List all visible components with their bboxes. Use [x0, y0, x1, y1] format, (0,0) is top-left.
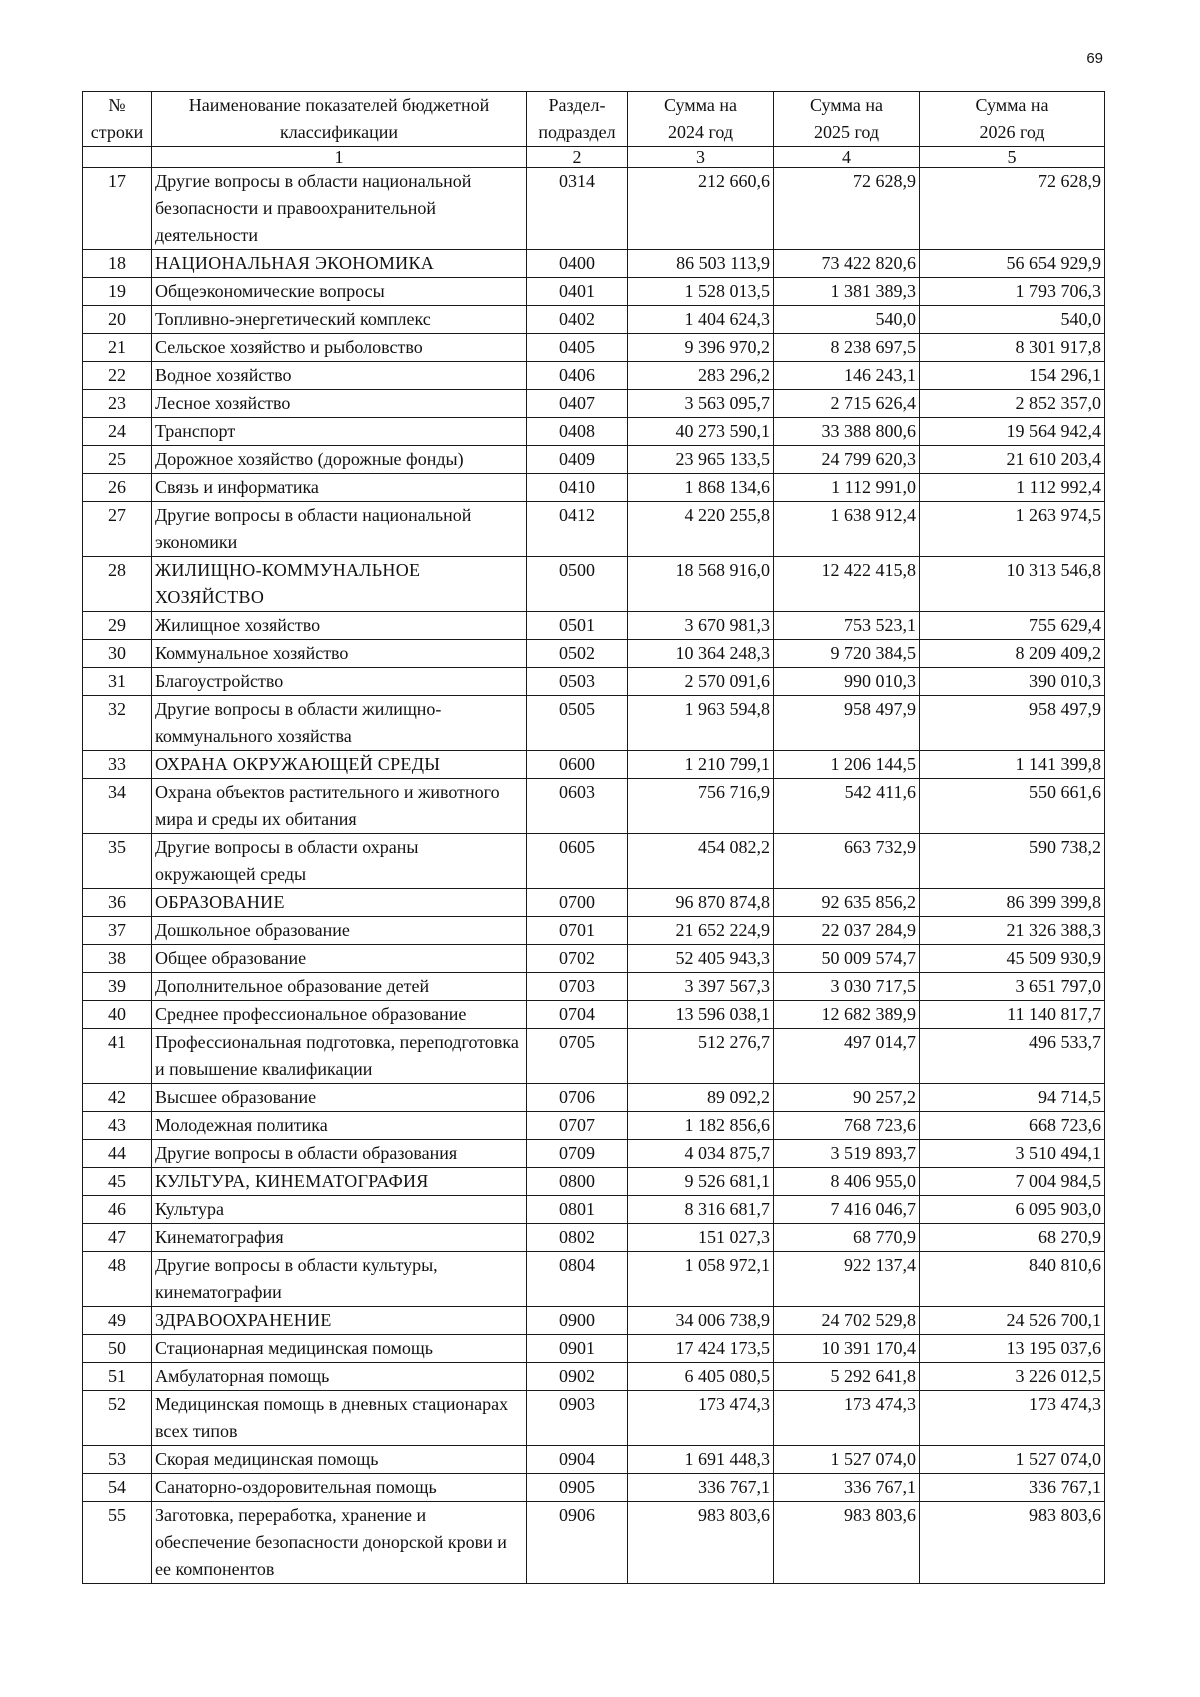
row-sum-2024: 17 424 173,5 — [628, 1335, 774, 1363]
row-number: 21 — [83, 334, 152, 362]
row-number: 38 — [83, 945, 152, 973]
row-sum-2025: 8 406 955,0 — [774, 1168, 920, 1196]
column-number: 2 — [527, 147, 628, 168]
row-number: 30 — [83, 640, 152, 668]
row-sum-2025: 50 009 574,7 — [774, 945, 920, 973]
row-sum-2024: 21 652 224,9 — [628, 917, 774, 945]
row-sum-2026: 13 195 037,6 — [920, 1335, 1105, 1363]
row-sum-2025: 540,0 — [774, 306, 920, 334]
budget-table — [82, 91, 1105, 1584]
row-name: Санаторно-оздоровительная помощь — [152, 1474, 527, 1502]
row-sum-2026: 668 723,6 — [920, 1112, 1105, 1140]
row-number: 45 — [83, 1168, 152, 1196]
row-name: Кинематография — [152, 1224, 527, 1252]
row-number: 32 — [83, 696, 152, 751]
row-name: Дополнительное образование детей — [152, 973, 527, 1001]
row-sum-2025: 72 628,9 — [774, 168, 920, 250]
row-name: Топливно-энергетический комплекс — [152, 306, 527, 334]
table-row — [83, 168, 1105, 250]
row-number: 52 — [83, 1391, 152, 1446]
row-sum-2025: 497 014,7 — [774, 1029, 920, 1084]
row-name: Другие вопросы в области охраны окружающей среды — [152, 834, 527, 889]
row-sum-2026: 755 629,4 — [920, 612, 1105, 640]
row-name: Заготовка, переработка, хранение и обеспечение безопасности донорской крови и ее компонентов — [152, 1502, 527, 1584]
row-sum-2024: 983 803,6 — [628, 1502, 774, 1584]
row-number: 35 — [83, 834, 152, 889]
table-row — [83, 945, 1105, 973]
row-sum-2026: 550 661,6 — [920, 779, 1105, 834]
row-sum-2024: 3 670 981,3 — [628, 612, 774, 640]
table-row — [83, 696, 1105, 751]
row-sum-2024: 1 404 624,3 — [628, 306, 774, 334]
row-sum-2025: 2 715 626,4 — [774, 390, 920, 418]
table-row — [83, 1502, 1105, 1584]
row-code: 0702 — [527, 945, 628, 973]
table-row — [83, 418, 1105, 446]
row-number: 48 — [83, 1252, 152, 1307]
row-code: 0410 — [527, 474, 628, 502]
row-number: 36 — [83, 889, 152, 917]
column-number: 1 — [152, 147, 527, 168]
row-number: 20 — [83, 306, 152, 334]
table-row — [83, 1252, 1105, 1307]
row-name: Жилищное хозяйство — [152, 612, 527, 640]
row-sum-2026: 390 010,3 — [920, 668, 1105, 696]
table-row — [83, 640, 1105, 668]
row-name: ЗДРАВООХРАНЕНИЕ — [152, 1307, 527, 1335]
table-row — [83, 1224, 1105, 1252]
row-sum-2024: 173 474,3 — [628, 1391, 774, 1446]
table-row — [83, 446, 1105, 474]
row-name: Сельское хозяйство и рыболовство — [152, 334, 527, 362]
row-sum-2025: 9 720 384,5 — [774, 640, 920, 668]
row-name: Транспорт — [152, 418, 527, 446]
row-sum-2025: 768 723,6 — [774, 1112, 920, 1140]
table-row — [83, 751, 1105, 779]
row-sum-2025: 7 416 046,7 — [774, 1196, 920, 1224]
row-code: 0407 — [527, 390, 628, 418]
row-sum-2026: 19 564 942,4 — [920, 418, 1105, 446]
row-sum-2024: 34 006 738,9 — [628, 1307, 774, 1335]
table-row — [83, 1084, 1105, 1112]
row-sum-2024: 454 082,2 — [628, 834, 774, 889]
row-sum-2024: 4 034 875,7 — [628, 1140, 774, 1168]
row-sum-2024: 10 364 248,3 — [628, 640, 774, 668]
row-sum-2026: 45 509 930,9 — [920, 945, 1105, 973]
row-sum-2024: 23 965 133,5 — [628, 446, 774, 474]
row-sum-2025: 24 799 620,3 — [774, 446, 920, 474]
row-sum-2024: 3 397 567,3 — [628, 973, 774, 1001]
row-sum-2025: 663 732,9 — [774, 834, 920, 889]
table-row — [83, 1446, 1105, 1474]
column-number: 4 — [774, 147, 920, 168]
row-number: 40 — [83, 1001, 152, 1029]
row-sum-2024: 2 570 091,6 — [628, 668, 774, 696]
row-sum-2026: 3 651 797,0 — [920, 973, 1105, 1001]
row-code: 0804 — [527, 1252, 628, 1307]
row-number: 37 — [83, 917, 152, 945]
row-sum-2025: 542 411,6 — [774, 779, 920, 834]
table-row — [83, 334, 1105, 362]
row-number: 53 — [83, 1446, 152, 1474]
row-name: Общее образование — [152, 945, 527, 973]
row-code: 0501 — [527, 612, 628, 640]
row-number: 50 — [83, 1335, 152, 1363]
row-sum-2025: 1 381 389,3 — [774, 278, 920, 306]
row-number: 55 — [83, 1502, 152, 1584]
row-sum-2024: 512 276,7 — [628, 1029, 774, 1084]
row-sum-2026: 983 803,6 — [920, 1502, 1105, 1584]
header-row-no: № строки — [83, 92, 152, 147]
row-number: 22 — [83, 362, 152, 390]
row-code: 0600 — [527, 751, 628, 779]
row-sum-2025: 3 519 893,7 — [774, 1140, 920, 1168]
row-name: ОБРАЗОВАНИЕ — [152, 889, 527, 917]
row-sum-2024: 1 528 013,5 — [628, 278, 774, 306]
row-sum-2025: 922 137,4 — [774, 1252, 920, 1307]
row-number: 42 — [83, 1084, 152, 1112]
row-code: 0901 — [527, 1335, 628, 1363]
row-number: 33 — [83, 751, 152, 779]
row-sum-2026: 1 263 974,5 — [920, 502, 1105, 557]
table-row — [83, 834, 1105, 889]
table-row — [83, 889, 1105, 917]
row-name: Охрана объектов растительного и животного мира и среды их обитания — [152, 779, 527, 834]
row-sum-2025: 33 388 800,6 — [774, 418, 920, 446]
row-sum-2024: 18 568 916,0 — [628, 557, 774, 612]
row-sum-2026: 1 112 992,4 — [920, 474, 1105, 502]
row-sum-2024: 1 210 799,1 — [628, 751, 774, 779]
row-sum-2025: 1 112 991,0 — [774, 474, 920, 502]
row-sum-2025: 1 638 912,4 — [774, 502, 920, 557]
row-sum-2024: 212 660,6 — [628, 168, 774, 250]
row-code: 0700 — [527, 889, 628, 917]
table-row — [83, 779, 1105, 834]
table-row — [83, 306, 1105, 334]
table-row — [83, 1196, 1105, 1224]
row-code: 0902 — [527, 1363, 628, 1391]
row-sum-2025: 3 030 717,5 — [774, 973, 920, 1001]
row-sum-2026: 840 810,6 — [920, 1252, 1105, 1307]
row-sum-2026: 8 209 409,2 — [920, 640, 1105, 668]
row-sum-2025: 10 391 170,4 — [774, 1335, 920, 1363]
row-sum-2026: 6 095 903,0 — [920, 1196, 1105, 1224]
row-sum-2026: 21 326 388,3 — [920, 917, 1105, 945]
row-sum-2026: 958 497,9 — [920, 696, 1105, 751]
row-sum-2024: 96 870 874,8 — [628, 889, 774, 917]
row-name: Общеэкономические вопросы — [152, 278, 527, 306]
row-code: 0906 — [527, 1502, 628, 1584]
row-name: ОХРАНА ОКРУЖАЮЩЕЙ СРЕДЫ — [152, 751, 527, 779]
row-number: 17 — [83, 168, 152, 250]
row-name: Другие вопросы в области национальной безопасности и правоохранительной деятельности — [152, 168, 527, 250]
row-sum-2026: 1 141 399,8 — [920, 751, 1105, 779]
header-sum-2024: Сумма на 2024 год — [628, 92, 774, 147]
row-code: 0705 — [527, 1029, 628, 1084]
row-sum-2025: 1 206 144,5 — [774, 751, 920, 779]
row-name: Коммунальное хозяйство — [152, 640, 527, 668]
row-code: 0904 — [527, 1446, 628, 1474]
row-sum-2025: 753 523,1 — [774, 612, 920, 640]
table-row — [83, 917, 1105, 945]
table-row — [83, 1001, 1105, 1029]
row-sum-2026: 3 510 494,1 — [920, 1140, 1105, 1168]
row-sum-2026: 21 610 203,4 — [920, 446, 1105, 474]
table-row — [83, 1112, 1105, 1140]
row-number: 34 — [83, 779, 152, 834]
row-sum-2026: 11 140 817,7 — [920, 1001, 1105, 1029]
row-number: 44 — [83, 1140, 152, 1168]
column-number: 5 — [920, 147, 1105, 168]
row-sum-2025: 12 682 389,9 — [774, 1001, 920, 1029]
row-number: 18 — [83, 250, 152, 278]
column-number: 3 — [628, 147, 774, 168]
row-sum-2026: 496 533,7 — [920, 1029, 1105, 1084]
row-sum-2026: 154 296,1 — [920, 362, 1105, 390]
row-sum-2026: 1 527 074,0 — [920, 1446, 1105, 1474]
row-sum-2025: 68 770,9 — [774, 1224, 920, 1252]
row-sum-2026: 94 714,5 — [920, 1084, 1105, 1112]
row-code: 0505 — [527, 696, 628, 751]
row-sum-2026: 173 474,3 — [920, 1391, 1105, 1446]
row-sum-2026: 336 767,1 — [920, 1474, 1105, 1502]
row-number: 28 — [83, 557, 152, 612]
row-code: 0409 — [527, 446, 628, 474]
row-code: 0406 — [527, 362, 628, 390]
row-name: Скорая медицинская помощь — [152, 1446, 527, 1474]
row-name: Другие вопросы в области национальной экономики — [152, 502, 527, 557]
row-sum-2025: 146 243,1 — [774, 362, 920, 390]
table-row — [83, 390, 1105, 418]
row-number: 29 — [83, 612, 152, 640]
row-number: 24 — [83, 418, 152, 446]
row-sum-2024: 283 296,2 — [628, 362, 774, 390]
row-sum-2024: 13 596 038,1 — [628, 1001, 774, 1029]
row-code: 0402 — [527, 306, 628, 334]
row-name: Среднее профессиональное образование — [152, 1001, 527, 1029]
table-row — [83, 1363, 1105, 1391]
row-code: 0706 — [527, 1084, 628, 1112]
row-sum-2026: 540,0 — [920, 306, 1105, 334]
row-sum-2024: 1 182 856,6 — [628, 1112, 774, 1140]
row-name: Культура — [152, 1196, 527, 1224]
row-sum-2024: 52 405 943,3 — [628, 945, 774, 973]
header-name: Наименование показателей бюджетной классификации — [152, 92, 527, 147]
row-code: 0605 — [527, 834, 628, 889]
table-row — [83, 474, 1105, 502]
row-sum-2026: 590 738,2 — [920, 834, 1105, 889]
row-code: 0905 — [527, 1474, 628, 1502]
table-row — [83, 1140, 1105, 1168]
row-name: Связь и информатика — [152, 474, 527, 502]
row-code: 0704 — [527, 1001, 628, 1029]
row-sum-2024: 86 503 113,9 — [628, 250, 774, 278]
row-number: 51 — [83, 1363, 152, 1391]
column-number-row — [83, 147, 1105, 168]
row-sum-2024: 89 092,2 — [628, 1084, 774, 1112]
row-number: 41 — [83, 1029, 152, 1084]
row-sum-2025: 990 010,3 — [774, 668, 920, 696]
row-code: 0707 — [527, 1112, 628, 1140]
row-name: Водное хозяйство — [152, 362, 527, 390]
row-code: 0400 — [527, 250, 628, 278]
row-number: 54 — [83, 1474, 152, 1502]
row-sum-2026: 3 226 012,5 — [920, 1363, 1105, 1391]
row-sum-2026: 2 852 357,0 — [920, 390, 1105, 418]
table-row — [83, 668, 1105, 696]
table-row — [83, 973, 1105, 1001]
row-sum-2026: 68 270,9 — [920, 1224, 1105, 1252]
row-number: 19 — [83, 278, 152, 306]
row-name: Высшее образование — [152, 1084, 527, 1112]
table-row — [83, 1307, 1105, 1335]
row-code: 0401 — [527, 278, 628, 306]
row-number: 49 — [83, 1307, 152, 1335]
row-sum-2026: 72 628,9 — [920, 168, 1105, 250]
row-code: 0900 — [527, 1307, 628, 1335]
row-sum-2025: 983 803,6 — [774, 1502, 920, 1584]
row-sum-2024: 1 868 134,6 — [628, 474, 774, 502]
row-code: 0802 — [527, 1224, 628, 1252]
row-code: 0503 — [527, 668, 628, 696]
row-sum-2026: 7 004 984,5 — [920, 1168, 1105, 1196]
table-row — [83, 612, 1105, 640]
row-sum-2024: 6 405 080,5 — [628, 1363, 774, 1391]
row-name: Дорожное хозяйство (дорожные фонды) — [152, 446, 527, 474]
row-name: Дошкольное образование — [152, 917, 527, 945]
row-name: Молодежная политика — [152, 1112, 527, 1140]
row-code: 0500 — [527, 557, 628, 612]
row-code: 0412 — [527, 502, 628, 557]
row-sum-2026: 56 654 929,9 — [920, 250, 1105, 278]
row-number: 27 — [83, 502, 152, 557]
row-name: Другие вопросы в области жилищно-коммунального хозяйства — [152, 696, 527, 751]
row-sum-2025: 73 422 820,6 — [774, 250, 920, 278]
row-sum-2025: 8 238 697,5 — [774, 334, 920, 362]
row-code: 0603 — [527, 779, 628, 834]
row-code: 0701 — [527, 917, 628, 945]
row-code: 0703 — [527, 973, 628, 1001]
row-sum-2025: 1 527 074,0 — [774, 1446, 920, 1474]
table-header-row — [83, 92, 1105, 147]
row-number: 26 — [83, 474, 152, 502]
table-row — [83, 1029, 1105, 1084]
table-row — [83, 250, 1105, 278]
row-sum-2024: 1 058 972,1 — [628, 1252, 774, 1307]
row-code: 0800 — [527, 1168, 628, 1196]
row-name: Благоустройство — [152, 668, 527, 696]
row-code: 0502 — [527, 640, 628, 668]
row-name: Другие вопросы в области культуры, кинематографии — [152, 1252, 527, 1307]
row-name: Профессиональная подготовка, переподготовка и повышение квалификации — [152, 1029, 527, 1084]
row-sum-2026: 8 301 917,8 — [920, 334, 1105, 362]
column-number — [83, 147, 152, 168]
row-code: 0801 — [527, 1196, 628, 1224]
row-name: ЖИЛИЩНО-КОММУНАЛЬНОЕ ХОЗЯЙСТВО — [152, 557, 527, 612]
row-sum-2025: 958 497,9 — [774, 696, 920, 751]
row-sum-2025: 12 422 415,8 — [774, 557, 920, 612]
row-name: Медицинская помощь в дневных стационарах всех типов — [152, 1391, 527, 1446]
table-row — [83, 362, 1105, 390]
row-sum-2024: 756 716,9 — [628, 779, 774, 834]
row-sum-2024: 8 316 681,7 — [628, 1196, 774, 1224]
row-sum-2024: 4 220 255,8 — [628, 502, 774, 557]
row-sum-2026: 10 313 546,8 — [920, 557, 1105, 612]
row-number: 39 — [83, 973, 152, 1001]
table-row — [83, 1335, 1105, 1363]
row-name: Амбулаторная помощь — [152, 1363, 527, 1391]
row-number: 43 — [83, 1112, 152, 1140]
row-sum-2026: 1 793 706,3 — [920, 278, 1105, 306]
table-row — [83, 1391, 1105, 1446]
row-sum-2024: 1 691 448,3 — [628, 1446, 774, 1474]
table-row — [83, 278, 1105, 306]
table-row — [83, 557, 1105, 612]
row-code: 0314 — [527, 168, 628, 250]
row-sum-2024: 3 563 095,7 — [628, 390, 774, 418]
row-number: 25 — [83, 446, 152, 474]
page-number: 69 — [1086, 50, 1103, 67]
row-number: 47 — [83, 1224, 152, 1252]
row-sum-2024: 336 767,1 — [628, 1474, 774, 1502]
row-code: 0405 — [527, 334, 628, 362]
row-number: 46 — [83, 1196, 152, 1224]
row-sum-2025: 22 037 284,9 — [774, 917, 920, 945]
row-sum-2025: 5 292 641,8 — [774, 1363, 920, 1391]
table-row — [83, 502, 1105, 557]
header-sum-2026: Сумма на 2026 год — [920, 92, 1105, 147]
row-sum-2025: 336 767,1 — [774, 1474, 920, 1502]
row-sum-2026: 24 526 700,1 — [920, 1307, 1105, 1335]
row-sum-2024: 40 273 590,1 — [628, 418, 774, 446]
row-sum-2025: 24 702 529,8 — [774, 1307, 920, 1335]
row-name: Лесное хозяйство — [152, 390, 527, 418]
row-name: Другие вопросы в области образования — [152, 1140, 527, 1168]
row-name: Стационарная медицинская помощь — [152, 1335, 527, 1363]
row-sum-2026: 86 399 399,8 — [920, 889, 1105, 917]
row-sum-2024: 151 027,3 — [628, 1224, 774, 1252]
row-sum-2025: 92 635 856,2 — [774, 889, 920, 917]
row-number: 23 — [83, 390, 152, 418]
row-name: НАЦИОНАЛЬНАЯ ЭКОНОМИКА — [152, 250, 527, 278]
row-sum-2024: 9 526 681,1 — [628, 1168, 774, 1196]
row-sum-2024: 1 963 594,8 — [628, 696, 774, 751]
row-sum-2025: 90 257,2 — [774, 1084, 920, 1112]
table-row — [83, 1168, 1105, 1196]
row-sum-2025: 173 474,3 — [774, 1391, 920, 1446]
row-code: 0903 — [527, 1391, 628, 1446]
row-code: 0408 — [527, 418, 628, 446]
table-row — [83, 1474, 1105, 1502]
header-sum-2025: Сумма на 2025 год — [774, 92, 920, 147]
header-code: Раздел- подраздел — [527, 92, 628, 147]
row-sum-2024: 9 396 970,2 — [628, 334, 774, 362]
row-code: 0709 — [527, 1140, 628, 1168]
row-number: 31 — [83, 668, 152, 696]
row-name: КУЛЬТУРА, КИНЕМАТОГРАФИЯ — [152, 1168, 527, 1196]
